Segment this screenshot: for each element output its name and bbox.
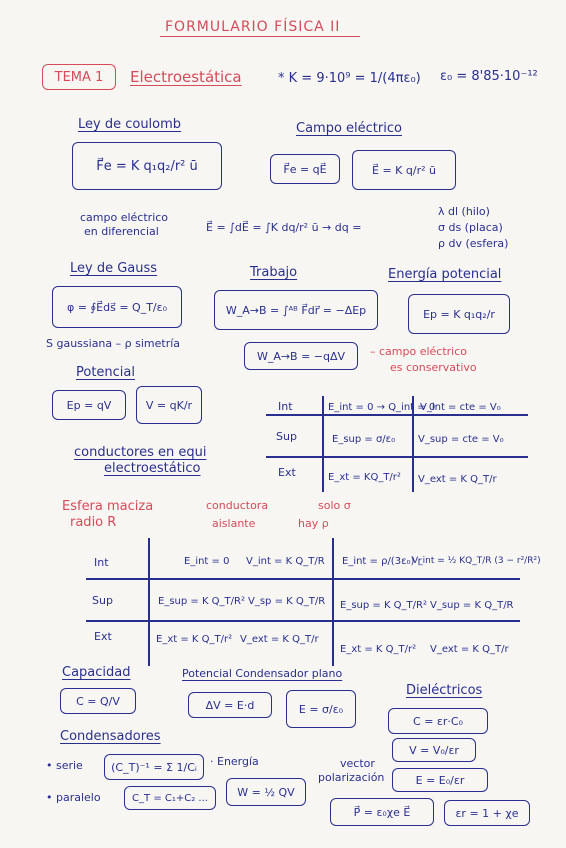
topic-title: Electroestática [130, 68, 242, 86]
cond-r2-c2: V_ext = K Q_T/r [418, 474, 497, 485]
diel-f4: εr = 1 + χe [455, 806, 519, 820]
potencial-f1-box [52, 390, 126, 420]
eps0-constant: ε₀ = 8'85·10⁻¹² [440, 69, 538, 84]
potencial-f2: V = qK/r [145, 398, 193, 412]
esfera-r1-c4: V_sup = K Q_T/R [430, 600, 514, 611]
conservativo-note-2: es conservativo [390, 361, 477, 374]
esfera-solo-1: solo σ [318, 499, 351, 512]
campo-diff-formula: E⃗ = ∫dE⃗ = ∫K dq/r² ū → dq = [206, 221, 362, 234]
cond-r0-c1: E_int = 0 → Q_int = 0 [328, 402, 436, 413]
dq-esfera: ρ dv (esfera) [438, 237, 509, 250]
energia-cond-label: · Energía [210, 755, 259, 768]
esfera-hline-2 [86, 620, 520, 622]
trabajo-formula: W_A→B = ∫ᴬᴮ F⃗dr⃗ = −ΔEp [225, 303, 367, 317]
gauss-formula-box [52, 286, 182, 328]
condensadores-title: Condensadores [60, 729, 161, 744]
esfera-label-1: Esfera maciza [62, 499, 154, 514]
dq-placa: σ ds (placa) [438, 221, 503, 234]
gauss-note: S gaussiana – ρ simetría [46, 337, 181, 350]
trabajo-formula2: W_A→B = −qΔV [256, 349, 346, 363]
esfera-r1-c3: E_sup = K Q_T/R² [340, 600, 427, 611]
esfera-r2-c3: E_xt = K Q_T/r² [340, 644, 417, 655]
esfera-r0-c0: Int [94, 556, 109, 569]
pcondensador-f1: ΔV = E·d [205, 698, 255, 712]
diel-f4-box [444, 800, 530, 826]
cond-r1-c2: V_sup = cte = V₀ [418, 434, 504, 445]
esfera-r0-c4: V_int = ½ KQ_T/R (3 − r²/R²) [412, 556, 541, 566]
conductores-vline-1 [322, 396, 324, 492]
energia-formula: Ep = K q₁q₂/r [423, 307, 495, 321]
cond-r1-c0: Sup [276, 430, 297, 443]
cond-r0-c2: V_int = cte = V₀ [420, 402, 501, 413]
dielectricos-title: Dieléctricos [406, 683, 483, 698]
esfera-r2-c4: V_ext = K Q_T/r [430, 644, 509, 655]
esfera-r1-c1: E_sup = K Q_T/R² [158, 596, 245, 607]
energia-formula-box [408, 294, 510, 334]
esfera-vline-1 [148, 538, 150, 666]
esfera-solo-2: hay ρ [298, 517, 329, 530]
conservativo-note-1: – campo eléctrico [370, 345, 468, 358]
energia-cond-box [226, 778, 306, 806]
campo-f2: E⃗ = K q/r² ū [372, 163, 436, 177]
title-underline [160, 36, 360, 37]
esfera-r1-c2: V_sp = K Q_T/R [248, 596, 326, 607]
capacidad-formula-box [60, 688, 136, 714]
pol-label-2: polarización [318, 771, 385, 784]
pol-formula-box [330, 798, 434, 826]
campo-f1-box [270, 154, 340, 184]
esfera-r0-c3: E_int = ρ/(3ε₀) r [342, 556, 422, 567]
diel-f3: E = E₀/εr [415, 773, 465, 787]
serie-label: • serie [46, 759, 83, 772]
conductores-hline-2 [266, 456, 528, 458]
esfera-label-2: radio R [70, 515, 117, 530]
diel-f3-box [392, 768, 488, 792]
campo-title: Campo eléctrico [296, 121, 402, 136]
paralelo-formula: C_T = C₁+C₂ ... [132, 792, 208, 804]
diel-f1-box [388, 708, 488, 734]
campo-diff-label-2: en diferencial [84, 225, 159, 238]
conductores-title-2: electroestático [104, 461, 201, 476]
trabajo-formula2-box [244, 342, 358, 370]
cond-r2-c1: E_xt = KQ_T/r² [328, 472, 401, 483]
capacidad-title: Capacidad [62, 665, 131, 680]
capacidad-formula: C = Q/V [76, 694, 120, 708]
esfera-r2-c1: E_xt = K Q_T/r² [156, 634, 233, 645]
k-constant: * K = 9·10⁹ = 1/(4πε₀) [278, 71, 421, 86]
potencial-f2-box [136, 386, 202, 424]
energia-title: Energía potencial [388, 267, 502, 282]
potencial-title: Potencial [76, 365, 136, 380]
esfera-vline-2 [332, 538, 334, 666]
esfera-r1-c0: Sup [92, 594, 113, 607]
gauss-formula: φ = ∮E⃗ds⃗ = Q_T/ε₀ [66, 300, 167, 314]
diel-f1: C = εr·C₀ [413, 714, 463, 728]
pcondensador-f1-box [188, 692, 272, 718]
esfera-r2-c0: Ext [94, 630, 112, 643]
pcondensador-f2-box [286, 690, 356, 728]
paralelo-formula-box [124, 786, 216, 810]
cond-r1-c1: E_sup = σ/ε₀ [332, 434, 396, 445]
cond-r0-c0: Int [278, 400, 293, 413]
campo-f2-box [352, 150, 456, 190]
page-title: FORMULARIO FÍSICA II [165, 19, 341, 35]
topic-badge [42, 64, 116, 90]
dq-hilo: λ dl (hilo) [438, 205, 490, 218]
esfera-r0-c1: E_int = 0 [184, 556, 230, 567]
potencial-f1: Ep = qV [66, 398, 112, 412]
gauss-title: Ley de Gauss [70, 261, 158, 276]
cond-r2-c0: Ext [278, 466, 296, 479]
conductores-hline-1 [266, 414, 528, 416]
coulomb-formula: F⃗e = K q₁q₂/r² ū [96, 158, 198, 174]
serie-formula: (C_T)⁻¹ = Σ 1/Cᵢ [111, 760, 197, 774]
pcondensador-title: Potencial Condensador plano [182, 667, 343, 680]
diel-f2: V = V₀/εr [409, 743, 459, 757]
topic-badge-label: TEMA 1 [54, 69, 104, 85]
pcondensador-f2: E = σ/ε₀ [298, 702, 344, 716]
serie-formula-box [104, 754, 204, 780]
paralelo-label: • paralelo [46, 791, 101, 804]
diel-f2-box [392, 738, 476, 762]
esfera-cond-2: aislante [212, 517, 256, 530]
esfera-cond-1: conductora [206, 499, 269, 512]
esfera-hline-1 [86, 578, 520, 580]
coulomb-title: Ley de coulomb [78, 117, 182, 132]
campo-diff-label-1: campo eléctrico [80, 211, 169, 224]
pol-formula: P⃗ = ε₀χe E⃗ [353, 805, 411, 819]
conductores-title-1: conductores en equi [74, 445, 207, 460]
pol-label-1: vector [340, 757, 375, 770]
trabajo-title: Trabajo [250, 265, 298, 280]
campo-f1: F⃗e = qE⃗ [283, 162, 327, 176]
trabajo-formula-box [214, 290, 378, 330]
coulomb-formula-box [72, 142, 222, 190]
esfera-r0-c2: V_int = K Q_T/R [246, 556, 325, 567]
energia-cond-formula: W = ½ QV [237, 785, 295, 799]
esfera-r2-c2: V_ext = K Q_T/r [240, 634, 319, 645]
